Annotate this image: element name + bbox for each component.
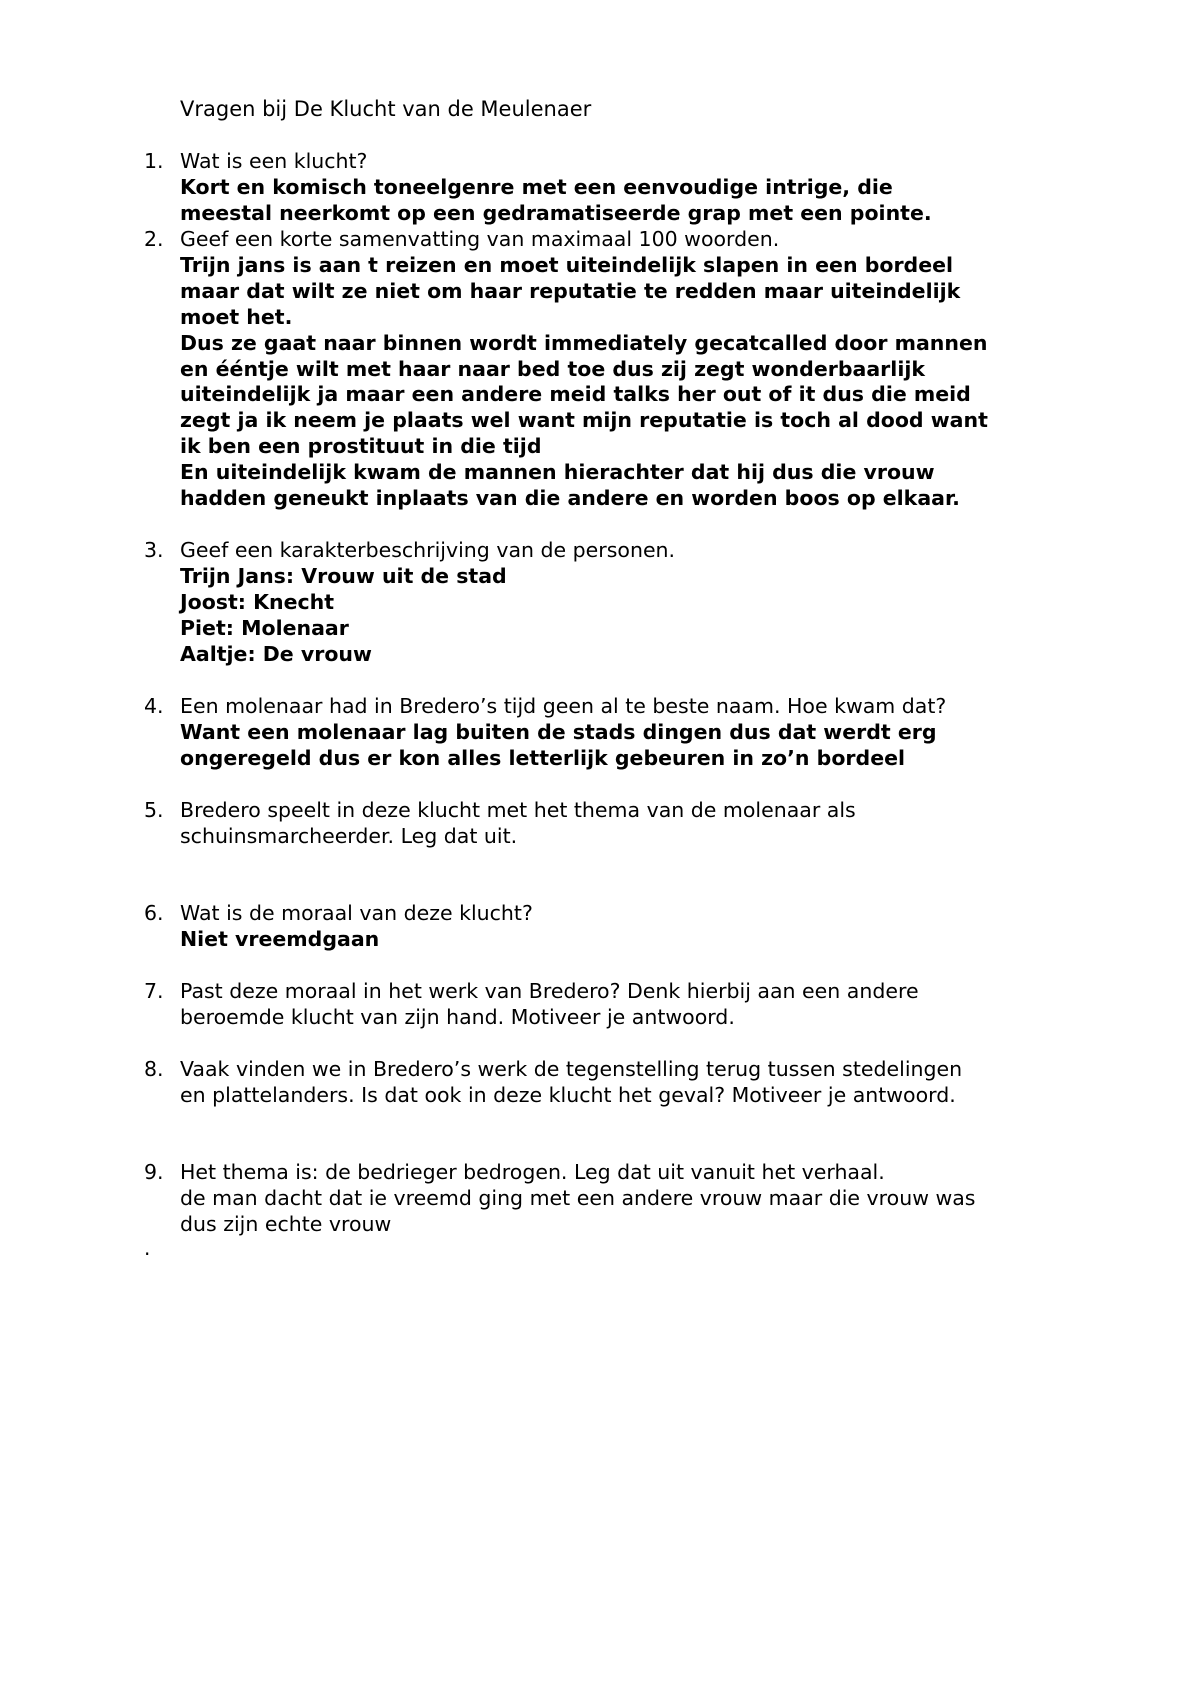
question-block-3 [180, 538, 1180, 668]
question-text: dus zijn echte vrouw [180, 1211, 392, 1236]
question-text: Geef een karakterbeschrijving van de personen. [180, 538, 676, 562]
question-number: 3. [144, 538, 164, 562]
question-number: 4. [144, 694, 164, 718]
question-block-6 [180, 901, 1180, 953]
answer-text: Want een molenaar lag buiten de stads dingen dus dat werdt erg [180, 719, 937, 744]
question-text: de man dacht dat ie vreemd ging met een andere vrouw maar die vrouw was [180, 1185, 976, 1210]
question-number: 1. [144, 149, 164, 173]
answer-text: Aaltje: De vrouw [180, 641, 372, 666]
answer-text: Trijn Jans: Vrouw uit de stad [180, 563, 507, 588]
question-block-1 [180, 149, 1180, 227]
question-number: 5. [144, 798, 164, 822]
answer-text: Joost: Knecht [180, 589, 335, 614]
answer-text: Dus ze gaat naar binnen wordt immediately gecatcalled door mannen [180, 330, 988, 355]
answer-text: Piet: Molenaar [180, 615, 349, 640]
answer-text: Kort en komisch toneelgenre met een eenvoudige intrige, die [180, 174, 893, 199]
question-block-9 [180, 1160, 1180, 1238]
question-block-7 [180, 979, 1180, 1031]
question-block-5 [180, 798, 1180, 850]
answer-text: Trijn jans is aan t reizen en moet uiteindelijk slapen in een bordeel [180, 252, 954, 277]
answer-text: moet het. [180, 304, 293, 329]
question-number: 2. [144, 227, 164, 251]
question-block-8 [180, 1057, 1180, 1109]
question-text: Geef een korte samenvatting van maximaal 100 woorden. [180, 227, 780, 251]
question-number: 9. [144, 1160, 164, 1184]
question-text: Wat is de moraal van deze klucht? [180, 901, 533, 925]
answer-text: Niet vreemdgaan [180, 926, 380, 951]
answer-text: uiteindelijk ja maar een andere meid talks her out of it dus die meid [180, 382, 971, 407]
answer-text: meestal neerkomt op een gedramatiseerde grap met een pointe. [180, 200, 932, 225]
answer-text: hadden geneukt inplaats van die andere en worden boos op elkaar. [180, 486, 960, 511]
trailing-mark: . [144, 1236, 151, 1260]
question-number: 7. [144, 979, 164, 1003]
question-text: Het thema is: de bedrieger bedrogen. Leg dat uit vanuit het verhaal. [180, 1160, 885, 1184]
answer-text: zegt ja ik neem je plaats wel want mijn reputatie is toch al dood want [180, 408, 988, 433]
question-text: beroemde klucht van zijn hand. Motiveer je antwoord. [180, 1004, 735, 1029]
answer-text: En uiteindelijk kwam de mannen hierachter dat hij dus die vrouw [180, 460, 935, 485]
document-title: Vragen bij De Klucht van de Meulenaer [180, 97, 592, 121]
question-text: Bredero speelt in deze klucht met het thema van de molenaar als [180, 798, 856, 822]
answer-text: ongeregeld dus er kon alles letterlijk gebeuren in zo’n bordeel [180, 745, 906, 770]
question-text: Een molenaar had in Bredero’s tijd geen al te beste naam. Hoe kwam dat? [180, 694, 947, 718]
question-text: en plattelanders. Is dat ook in deze klucht het geval? Motiveer je antwoord. [180, 1082, 956, 1107]
question-text: Past deze moraal in het werk van Bredero? Denk hierbij aan een andere [180, 979, 919, 1003]
question-number: 6. [144, 901, 164, 925]
answer-text: ik ben een prostituut in die tijd [180, 434, 542, 459]
question-text: Vaak vinden we in Bredero’s werk de tegenstelling terug tussen stedelingen [180, 1057, 963, 1081]
answer-text: en ééntje wilt met haar naar bed toe dus zij zegt wonderbaarlijk [180, 356, 926, 381]
question-text: Wat is een klucht? [180, 149, 368, 173]
question-block-4 [180, 694, 1180, 772]
question-number: 8. [144, 1057, 164, 1081]
answer-text: maar dat wilt ze niet om haar reputatie te redden maar uiteindelijk [180, 278, 961, 303]
question-block-2 [180, 227, 1180, 512]
question-text: schuinsmarcheerder. Leg dat uit. [180, 823, 518, 848]
